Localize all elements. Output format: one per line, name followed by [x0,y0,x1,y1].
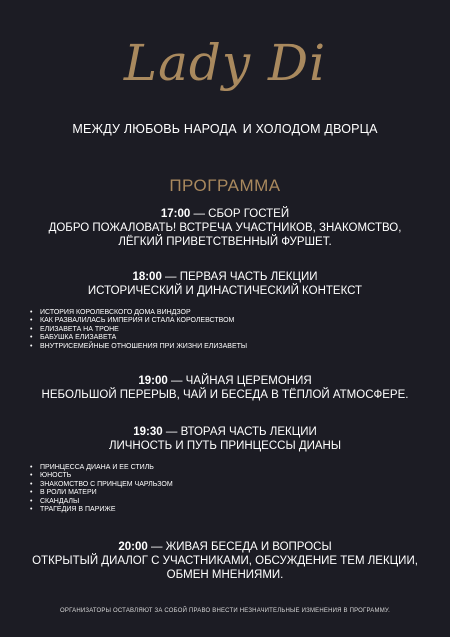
lecture-2-topics [40,464,173,514]
list-item: • ИСТОРИЯ КОРОЛЕВСКОГО ДОМА ВИНДЗОР [40,309,247,317]
time-label: 19:30 [133,426,163,438]
list-item: • ЕЛИЗАВЕТА НА ТРОНЕ [40,326,247,334]
subtitle-part1: МЕЖДУ ЛЮБОВЬ НАРОДА [72,122,237,136]
schedule-description-2: ОБМЕН МНЕНИЯМИ. [166,569,284,581]
time-label: 20:00 [118,541,148,553]
list-item: • ВНУТРИСЕМЕЙНЫЕ ОТНОШЕНИЯ ПРИ ЖИЗНИ ЕЛИЗАВЕТЫ [40,343,247,351]
schedule-item-1800 [20,270,430,298]
subtitle-part2: И ХОЛОДОМ ДВОРЦА [242,122,378,136]
list-item: • В РОЛИ МАТЕРИ [40,489,173,497]
schedule-title: — СБОР ГОСТЕЙ [190,208,290,220]
list-item: • СКАНДАЛЫ [40,498,173,506]
subtitle [0,122,450,136]
schedule-item-2000 [20,540,430,582]
list-item: • ТРАГЕДИЯ В ПАРИЖЕ [40,506,173,514]
lady-di-logo: Lady Di [123,34,327,92]
schedule-description: ЛИЧНОСТЬ И ПУТЬ ПРИНЦЕССЫ ДИАНЫ [108,440,342,452]
list-item: • ЗНАКОМСТВО С ПРИНЦЕМ ЧАРЛЬЗОМ [40,481,173,489]
list-item: • БАБУШКА ЕЛИЗАВЕТА [40,334,247,342]
schedule-description: ДОБРО ПОЖАЛОВАТЬ! ВСТРЕЧА УЧАСТНИКОВ, ЗНАКОМСТВО, [48,222,402,234]
schedule-item-1900 [20,374,430,402]
schedule-title: — ЧАЙНАЯ ЦЕРЕМОНИЯ [167,375,312,387]
time-label: 19:00 [138,375,168,387]
schedule-description: ИСТОРИЧЕСКИЙ И ДИНАСТИЧЕСКИЙ КОНТЕКСТ [87,285,363,297]
list-item: • ПРИНЦЕССА ДИАНА И ЕЕ СТИЛЬ [40,464,173,472]
schedule-description-2: ЛЁГКИЙ ПРИВЕТСТВЕННЫЙ ФУРШЕТ. [118,236,332,248]
schedule-item-1700 [20,207,430,249]
schedule-title: — ЖИВАЯ БЕСЕДА И ВОПРОСЫ [147,541,332,553]
time-label: 18:00 [132,271,162,283]
list-item: • КАК РАЗВАЛИЛАСЬ ИМПЕРИЯ И СТАЛА КОРОЛЕВСТВОМ [40,317,247,325]
schedule-item-1930 [20,425,430,453]
schedule-title: — ПЕРВАЯ ЧАСТЬ ЛЕКЦИИ [161,271,318,283]
organizers-note: ОРГАНИЗАТОРЫ ОСТАВЛЯЮТ ЗА СОБОЙ ПРАВО ВНЕСТИ НЕЗНАЧИТЕЛЬНЫЕ ИЗМЕНЕНИЯ В ПРОГРАММУ. [60,608,390,614]
time-label: 17:00 [160,208,191,220]
program-title: ПРОГРАММА [169,176,281,195]
list-item: • ЮНОСТЬ [40,472,173,480]
schedule-title: — ВТОРАЯ ЧАСТЬ ЛЕКЦИИ [162,426,317,438]
lecture-1-topics [40,309,247,351]
schedule-description: ОТКРЫТЫЙ ДИАЛОГ С УЧАСТНИКАМИ, ОБСУЖДЕНИЕ ТЕМ ЛЕКЦИИ, [32,555,418,567]
schedule-description: НЕБОЛЬШОЙ ПЕРЕРЫВ, ЧАЙ И БЕСЕДА В ТЁПЛОЙ АТМОСФЕРЕ. [41,389,409,401]
